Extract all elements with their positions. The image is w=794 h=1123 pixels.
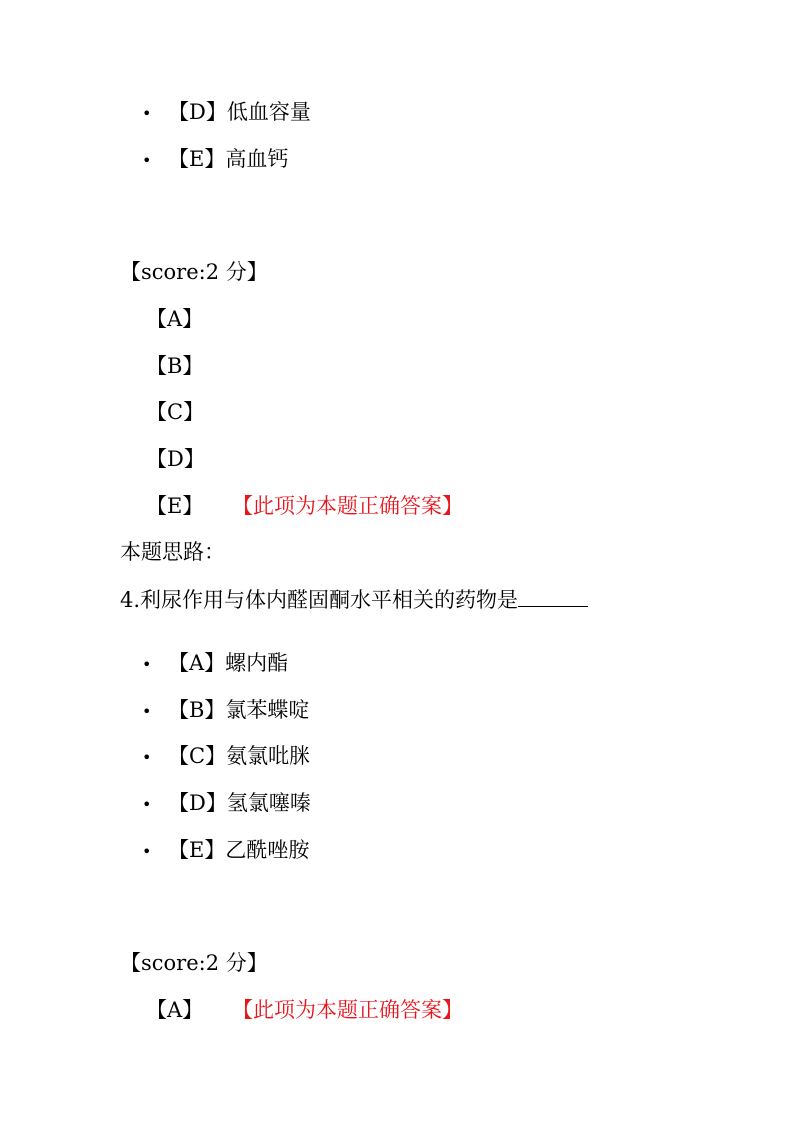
answer-label: 【A】 <box>146 307 204 331</box>
option-item[interactable] <box>168 98 311 126</box>
bullet-icon: • <box>142 795 152 814</box>
bullet-icon: • <box>142 151 152 170</box>
answer-label: 【B】 <box>146 354 204 378</box>
option-item[interactable] <box>168 145 288 173</box>
option-label: 【D】 <box>168 100 227 124</box>
question-stem: 4.利尿作用与体内醛固酮水平相关的药物是 <box>120 588 519 612</box>
score-label: 【score:2 分】 <box>120 951 268 975</box>
option-label: 【E】 <box>168 838 226 862</box>
correct-answer-mark: 【此项为本题正确答案】 <box>232 494 463 518</box>
option-text: 高血钙 <box>225 147 289 171</box>
option-item[interactable] <box>168 649 288 677</box>
option-item[interactable] <box>168 789 311 817</box>
option-item[interactable] <box>168 742 310 770</box>
option-text: 氨氯吡脒 <box>226 744 311 768</box>
bullet-icon: • <box>142 104 152 123</box>
option-label: 【E】 <box>168 147 226 171</box>
option-text: 螺内酯 <box>225 651 289 675</box>
answer-row <box>146 352 203 380</box>
answer-row <box>146 445 205 473</box>
answer-row <box>146 996 463 1024</box>
bullet-icon: • <box>142 702 152 721</box>
answer-row <box>146 492 463 520</box>
bullet-icon: • <box>142 655 152 674</box>
score-label: 【score:2 分】 <box>120 260 268 284</box>
answer-label: 【E】 <box>146 494 204 518</box>
option-label: 【C】 <box>168 744 227 768</box>
option-label: 【B】 <box>168 698 226 722</box>
option-text: 氯苯蝶啶 <box>225 698 310 722</box>
answer-row <box>146 305 203 333</box>
option-text: 低血容量 <box>226 100 311 124</box>
answer-row <box>146 398 204 426</box>
option-label: 【D】 <box>168 791 227 815</box>
option-item[interactable] <box>168 696 309 724</box>
explanation-label: 本题思路： <box>120 540 225 564</box>
question-text <box>120 586 588 614</box>
correct-answer-mark: 【此项为本题正确答案】 <box>232 998 463 1022</box>
option-label: 【A】 <box>168 651 226 675</box>
answer-label: 【C】 <box>146 400 205 424</box>
answer-label: 【A】 <box>146 998 204 1022</box>
answer-label: 【D】 <box>146 447 205 471</box>
answer-blank <box>518 586 588 607</box>
bullet-icon: • <box>142 842 152 861</box>
option-item[interactable] <box>168 836 309 864</box>
bullet-icon: • <box>142 748 152 767</box>
option-text: 氢氯噻嗪 <box>226 791 311 815</box>
option-text: 乙酰唑胺 <box>225 838 310 862</box>
